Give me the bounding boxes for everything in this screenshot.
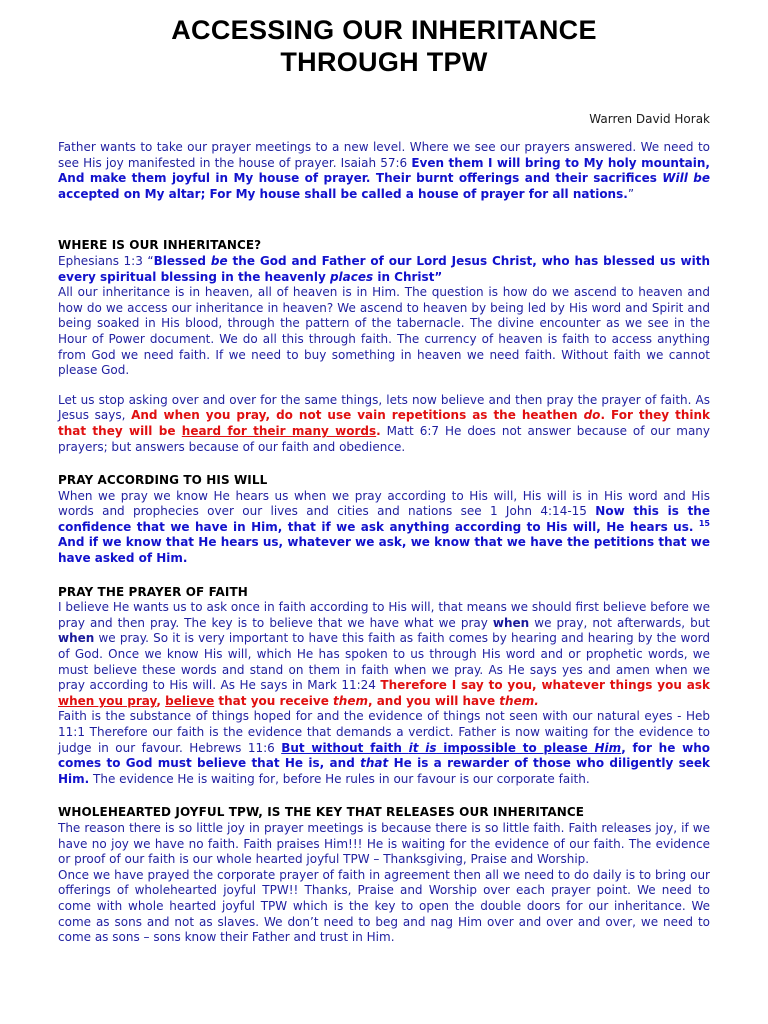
joy-faith-paragraph: The reason there is so little joy in prayer meetings is because there is so little faith. Faith releases joy, if we have no joy we have no faith. Faith praises Him!!! He is waiting for the evidence of our faith. The evidence or proof of our faith is our whole hearted joyful TPW – Thanksgiving, Praise and Worship.	[58, 820, 710, 867]
document-title	[58, 14, 710, 78]
inheritance-paragraph: All our inheritance is in heaven, all of heaven is in Him. The question is how do we ascend to heaven and how do we access our inheritance in heaven? We ascend to heaven by being led by His word and Spirit and being soaked in His blood, through the pattern of the tabernacle. The divine encounter as we see in the Hour of Power document. We do all this through faith. The currency of heaven is faith to access anything from God we need faith. If we need to buy something in heaven we need faith. Without faith we cannot please God.	[58, 285, 710, 378]
his-will-paragraph: When we pray we know He hears us when we pray according to His will, His will is in His word and His words and prophecies over our lives and cities and nations see 1 John 4:14-15 Now this is the confidence that we have in Him, that if we ask anything according to His will, He hears us. $^{15}$ And if we know that He hears us, whatever we ask, we know that we have the petitions that we have asked of Him.	[58, 488, 710, 566]
author-name: Warren David Horak	[589, 112, 710, 126]
title-line-2: THROUGH TPW	[280, 47, 488, 77]
heading-wholehearted-tpw: WHOLEHEARTED JOYFUL TPW, IS THE KEY THAT RELEASES OUR INHERITANCE	[58, 805, 585, 820]
corporate-prayer-paragraph: Once we have prayed the corporate prayer of faith in agreement then all we need to do daily is to bring our offerings of wholehearted joyful TPW!! Thanks, Praise and Worship over each prayer point. We need to come with whole hearted joyful TPW which is the key to open the double doors for our inheritance. We come as sons and not as slaves. We don’t need to beg and nag Him over and over and over, we need to come as sons – sons know their Father and trust in Him.	[58, 867, 710, 945]
heading-pray-according-to-will: PRAY ACCORDING TO HIS WILL	[58, 473, 268, 488]
ephesians-quote: Ephesians 1:3 “Blessed be the God and Father of our Lord Jesus Christ, who has blessed us with every spiritual blessing in the heavenly places in Christ”	[58, 253, 710, 284]
vain-repetitions-paragraph: Let us stop asking over and over for the same things, lets now believe and then pray the prayer of faith. As Jesus says, And when you pray, do not use vain repetitions as the heathen do. For they think that they will be heard for their many words. Matt 6:7 He does not answer because of our many prayers; but answers because of our faith and obedience.	[58, 392, 711, 454]
faith-substance-paragraph: Faith is the substance of things hoped for and the evidence of things not seen with our natural eyes - Heb 11:1 Therefore our faith is the evidence that demands a verdict. Father is now waiting for the evidence to judge in our favour. Hebrews 11:6 But without faith it is impossible to please Him, for he who comes to God must believe that He is, and that He is a rewarder of those who diligently seek Him. The evidence He is waiting for, before He rules in our favour is our corporate faith.	[58, 709, 710, 786]
prayer-of-faith-paragraph: I believe He wants us to ask once in faith according to His will, that means we should first believe before we pray and then pray. The key is to believe that we have what we pray when we pray, not afterwards, but when we pray. So it is very important to have this faith as faith comes by hearing and hearing by the word of God. Once we know His will, which He has spoken to us through His word and or prophetic words, we must believe these words and stand on them in faith when we pray. As He says yes and amen when we pray according to His will. As He says in Mark 11:24 Therefore I say to you, whatever things you ask when you pray, believe that you receive them, and you will have them.	[58, 600, 711, 708]
title-line-1: ACCESSING OUR INHERITANCE	[171, 15, 597, 45]
intro-paragraph: Father wants to take our prayer meetings to a new level. Where we see our prayers answered. We need to see His joy manifested in the house of prayer. Isaiah 57:6 Even them I will bring to My holy mountain, And make them joyful in My house of prayer. Their burnt offerings and their sacrifices Will be accepted on My altar; For My house shall be called a house of prayer for all nations.”	[58, 140, 711, 201]
heading-prayer-of-faith: PRAY THE PRAYER OF FAITH	[58, 584, 248, 599]
document-page	[58, 14, 710, 946]
heading-where-is-inheritance: WHERE IS OUR INHERITANCE?	[58, 238, 262, 253]
